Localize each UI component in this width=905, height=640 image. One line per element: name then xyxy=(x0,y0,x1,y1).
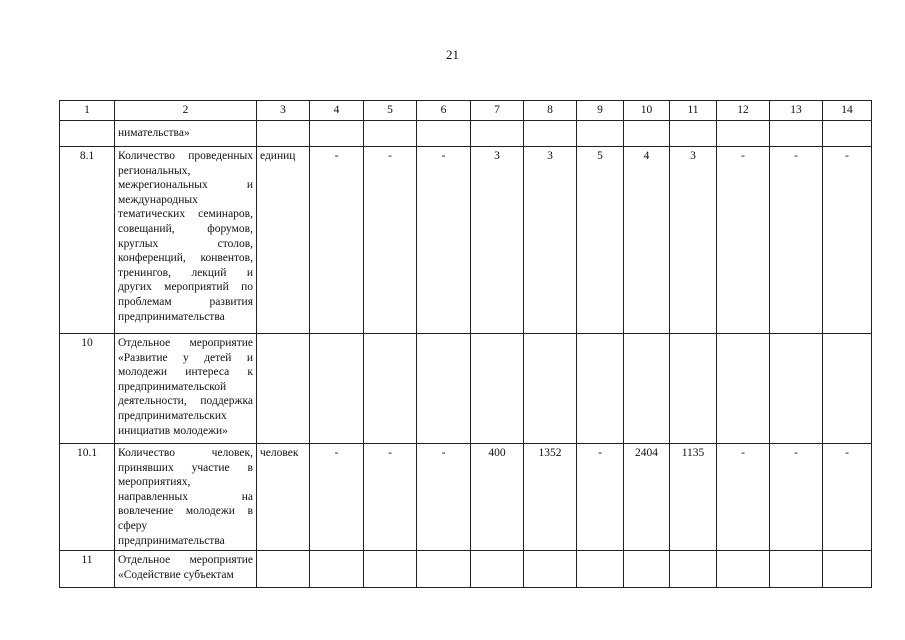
row-value xyxy=(770,551,823,588)
row-description: Количество проведенных региональных, межрегиональных и международных тематических семинаров, совещаний, форумов, круглых столов, конференций, конвентов, тренингов, лекций и других мероприятий по проблемам развития предпринимательства xyxy=(115,147,257,334)
row-value xyxy=(717,551,770,588)
row-value xyxy=(770,334,823,444)
row-unit: единиц xyxy=(257,147,310,334)
column-header: 5 xyxy=(364,101,417,121)
column-header: 14 xyxy=(823,101,872,121)
indicators-table xyxy=(59,100,872,588)
row-value: - xyxy=(417,444,471,551)
row-id: 8.1 xyxy=(60,147,115,334)
row-value xyxy=(577,551,624,588)
row-value xyxy=(524,551,577,588)
table-row xyxy=(60,551,872,588)
column-header: 6 xyxy=(417,101,471,121)
column-header: 1 xyxy=(60,101,115,121)
header-row xyxy=(60,101,872,121)
row-value xyxy=(823,551,872,588)
row-value: 1352 xyxy=(524,444,577,551)
row-value: 1135 xyxy=(670,444,717,551)
row-value xyxy=(524,121,577,147)
row-value xyxy=(471,334,524,444)
row-value: - xyxy=(823,147,872,334)
row-value xyxy=(364,551,417,588)
row-unit xyxy=(257,121,310,147)
row-description: Отдельное мероприятие «Развитие у детей и молодежи интереса к предпринимательской деятельности, поддержка предпринимательских инициатив молодежи» xyxy=(115,334,257,444)
row-value xyxy=(364,121,417,147)
row-value: 2404 xyxy=(624,444,670,551)
row-value xyxy=(417,121,471,147)
row-value xyxy=(524,334,577,444)
row-value: 3 xyxy=(670,147,717,334)
row-unit xyxy=(257,334,310,444)
table-row xyxy=(60,444,872,551)
row-value xyxy=(670,551,717,588)
row-value: - xyxy=(770,444,823,551)
row-value: - xyxy=(717,444,770,551)
row-value xyxy=(624,121,670,147)
row-value xyxy=(823,121,872,147)
row-value xyxy=(770,121,823,147)
row-value: - xyxy=(310,444,364,551)
row-value: 3 xyxy=(524,147,577,334)
row-description: нимательства» xyxy=(115,121,257,147)
page-number: 21 xyxy=(446,47,459,62)
row-value xyxy=(624,551,670,588)
row-value: 3 xyxy=(471,147,524,334)
row-value: - xyxy=(717,147,770,334)
row-id: 10.1 xyxy=(60,444,115,551)
row-value xyxy=(310,551,364,588)
column-header: 3 xyxy=(257,101,310,121)
row-value: - xyxy=(770,147,823,334)
row-unit xyxy=(257,551,310,588)
row-value xyxy=(310,334,364,444)
column-header: 8 xyxy=(524,101,577,121)
row-value xyxy=(364,334,417,444)
row-id: 10 xyxy=(60,334,115,444)
column-header: 4 xyxy=(310,101,364,121)
row-value xyxy=(670,334,717,444)
row-value: 400 xyxy=(471,444,524,551)
row-value: - xyxy=(310,147,364,334)
row-value xyxy=(670,121,717,147)
table-row xyxy=(60,334,872,444)
row-value xyxy=(417,334,471,444)
row-id: 11 xyxy=(60,551,115,588)
column-header: 7 xyxy=(471,101,524,121)
row-value xyxy=(471,551,524,588)
row-value: - xyxy=(364,444,417,551)
row-value xyxy=(717,121,770,147)
row-value xyxy=(310,121,364,147)
column-header: 13 xyxy=(770,101,823,121)
row-unit: человек xyxy=(257,444,310,551)
row-value xyxy=(577,121,624,147)
row-id xyxy=(60,121,115,147)
row-value: - xyxy=(577,444,624,551)
row-description: Отдельное мероприятие «Содействие субъектам xyxy=(115,551,257,588)
row-value xyxy=(717,334,770,444)
column-header: 11 xyxy=(670,101,717,121)
row-value: - xyxy=(364,147,417,334)
column-header: 12 xyxy=(717,101,770,121)
column-header: 2 xyxy=(115,101,257,121)
row-description: Количество человек, принявших участие в мероприятиях, направленных на вовлечение молодежи в сферу предпринимательства xyxy=(115,444,257,551)
row-value: 5 xyxy=(577,147,624,334)
table-row xyxy=(60,121,872,147)
row-value xyxy=(417,551,471,588)
column-header: 10 xyxy=(624,101,670,121)
row-value xyxy=(471,121,524,147)
table-row xyxy=(60,147,872,334)
row-value xyxy=(823,334,872,444)
row-value: - xyxy=(823,444,872,551)
column-header: 9 xyxy=(577,101,624,121)
row-value: - xyxy=(417,147,471,334)
row-value: 4 xyxy=(624,147,670,334)
row-value xyxy=(624,334,670,444)
row-value xyxy=(577,334,624,444)
